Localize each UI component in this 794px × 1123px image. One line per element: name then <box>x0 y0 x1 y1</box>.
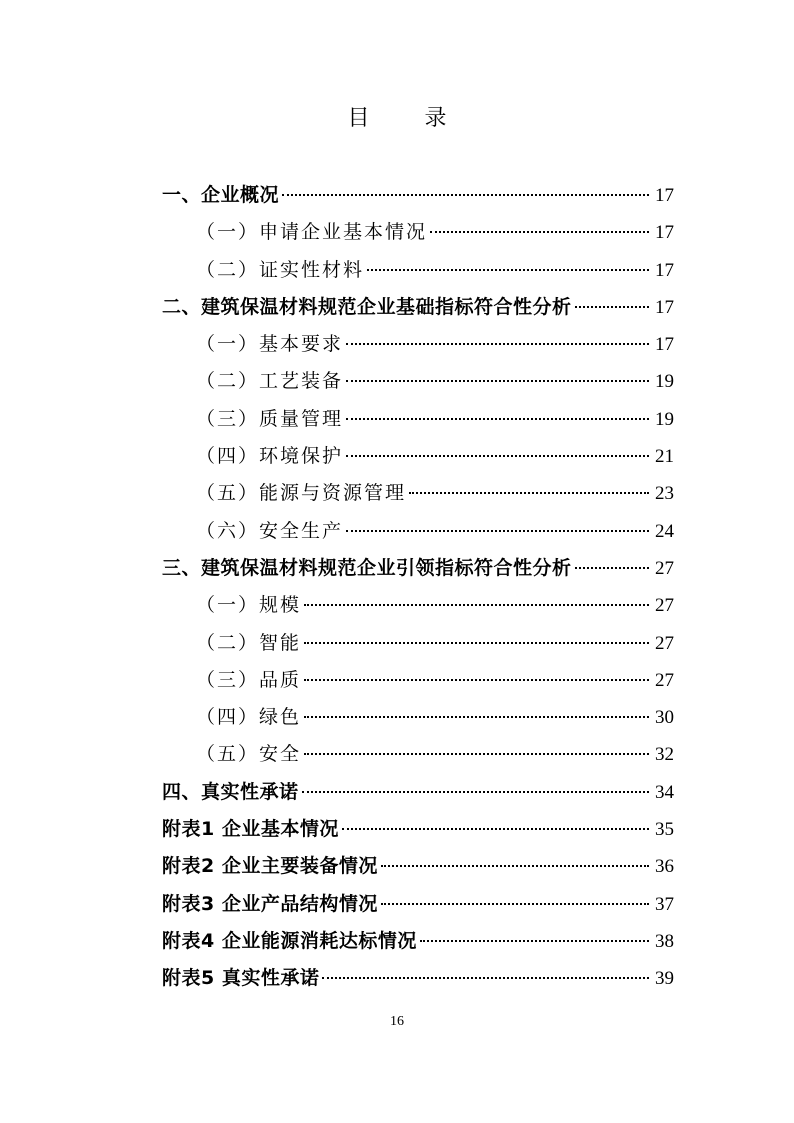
dot-leader <box>575 305 649 308</box>
toc-entry[interactable] <box>162 475 674 512</box>
toc-entry-page: 19 <box>655 371 674 393</box>
toc-entry[interactable] <box>162 550 674 587</box>
toc-entry[interactable] <box>162 587 674 624</box>
toc-entry-page: 36 <box>655 856 674 878</box>
toc-entry[interactable] <box>162 326 674 363</box>
toc-entry[interactable] <box>162 960 674 997</box>
dot-leader <box>302 790 649 793</box>
dot-leader <box>381 864 649 867</box>
dot-leader <box>346 417 649 420</box>
dot-leader <box>282 193 649 196</box>
toc-entry-label: 附表3 企业产品结构情况 <box>162 892 378 915</box>
toc-entry-page: 27 <box>655 632 674 654</box>
toc-entry-label: （五）能源与资源管理 <box>196 482 407 505</box>
toc-entry-label: （三）质量管理 <box>196 407 344 430</box>
toc-entry-label: 附表5 真实性承诺 <box>162 967 320 990</box>
toc-entry-label: （一）基本要求 <box>196 333 344 356</box>
dot-leader <box>304 603 649 606</box>
dot-leader <box>420 939 649 942</box>
toc-entry-page: 17 <box>655 185 674 206</box>
toc-entry-page: 38 <box>655 930 674 952</box>
toc-entry-page: 27 <box>655 669 674 691</box>
toc-entry-label: 附表2 企业主要装备情况 <box>162 855 378 878</box>
toc-entry[interactable] <box>162 363 674 400</box>
toc-entry-page: 27 <box>655 557 674 579</box>
toc-entry-page: 32 <box>655 744 674 766</box>
toc-entry-label: （四）绿色 <box>196 706 302 729</box>
toc-entry-label: 四、真实性承诺 <box>162 780 299 803</box>
toc-entry-page: 17 <box>655 222 674 244</box>
toc-entry-label: （一）规模 <box>196 594 302 617</box>
toc-entry-label: （二）证实性材料 <box>196 258 365 281</box>
toc-entry-page: 24 <box>655 520 674 542</box>
toc-entry-page: 19 <box>655 408 674 430</box>
toc-entry-label: （二）工艺装备 <box>196 370 344 393</box>
toc-entry-label: 三、建筑保温材料规范企业引领指标符合性分析 <box>162 556 572 579</box>
toc-entry-page: 17 <box>655 296 674 318</box>
toc-entry[interactable] <box>162 699 674 736</box>
dot-leader <box>346 379 649 382</box>
toc-entry[interactable] <box>162 886 674 923</box>
dot-leader <box>346 529 649 532</box>
toc-entry[interactable] <box>162 625 674 662</box>
toc-entry-label: （一）申请企业基本情况 <box>196 221 428 244</box>
toc-entry-page: 39 <box>655 968 674 990</box>
toc-entry[interactable] <box>162 923 674 960</box>
toc-entry-page: 17 <box>655 259 674 281</box>
dot-leader <box>430 230 649 233</box>
toc-entry-page: 21 <box>655 446 674 468</box>
table-of-contents <box>162 177 674 998</box>
toc-entry[interactable] <box>162 774 674 811</box>
toc-entry[interactable] <box>162 662 674 699</box>
toc-entry-page: 30 <box>655 707 674 729</box>
toc-entry[interactable] <box>162 252 674 289</box>
dot-leader <box>304 752 649 755</box>
toc-entry-page: 27 <box>655 595 674 617</box>
toc-entry[interactable] <box>162 401 674 438</box>
toc-entry-label: （五）安全 <box>196 743 302 766</box>
dot-leader <box>322 976 649 979</box>
toc-entry-label: 附表1 企业基本情况 <box>162 818 339 841</box>
dot-leader <box>304 641 649 644</box>
toc-entry-label: 二、建筑保温材料规范企业基础指标符合性分析 <box>162 295 572 318</box>
toc-title: 目 录 <box>347 106 471 131</box>
toc-entry[interactable] <box>162 177 674 214</box>
dot-leader <box>346 342 649 345</box>
dot-leader <box>367 268 649 271</box>
toc-entry-label: 一、企业概况 <box>162 184 280 206</box>
toc-entry[interactable] <box>162 214 674 251</box>
toc-entry-page: 35 <box>655 819 674 841</box>
toc-entry[interactable] <box>162 811 674 848</box>
toc-entry-page: 37 <box>655 893 674 915</box>
dot-leader <box>304 715 649 718</box>
toc-entry[interactable] <box>162 513 674 550</box>
toc-entry[interactable] <box>162 848 674 885</box>
page-number: 16 <box>390 1014 404 1029</box>
toc-entry-label: （四）环境保护 <box>196 445 344 468</box>
toc-entry-label: 附表4 企业能源消耗达标情况 <box>162 929 417 952</box>
toc-entry-page: 17 <box>655 334 674 356</box>
toc-entry[interactable] <box>162 438 674 475</box>
toc-entry-page: 23 <box>655 483 674 505</box>
dot-leader <box>346 454 649 457</box>
toc-entry[interactable] <box>162 736 674 773</box>
toc-entry[interactable] <box>162 289 674 326</box>
dot-leader <box>409 491 649 494</box>
toc-entry-page: 34 <box>655 781 674 803</box>
dot-leader <box>575 566 649 569</box>
dot-leader <box>342 827 649 830</box>
dot-leader <box>381 902 649 905</box>
toc-entry-label: （六）安全生产 <box>196 519 344 542</box>
toc-entry-label: （三）品质 <box>196 668 302 691</box>
dot-leader <box>304 678 649 681</box>
toc-entry-label: （二）智能 <box>196 631 302 654</box>
